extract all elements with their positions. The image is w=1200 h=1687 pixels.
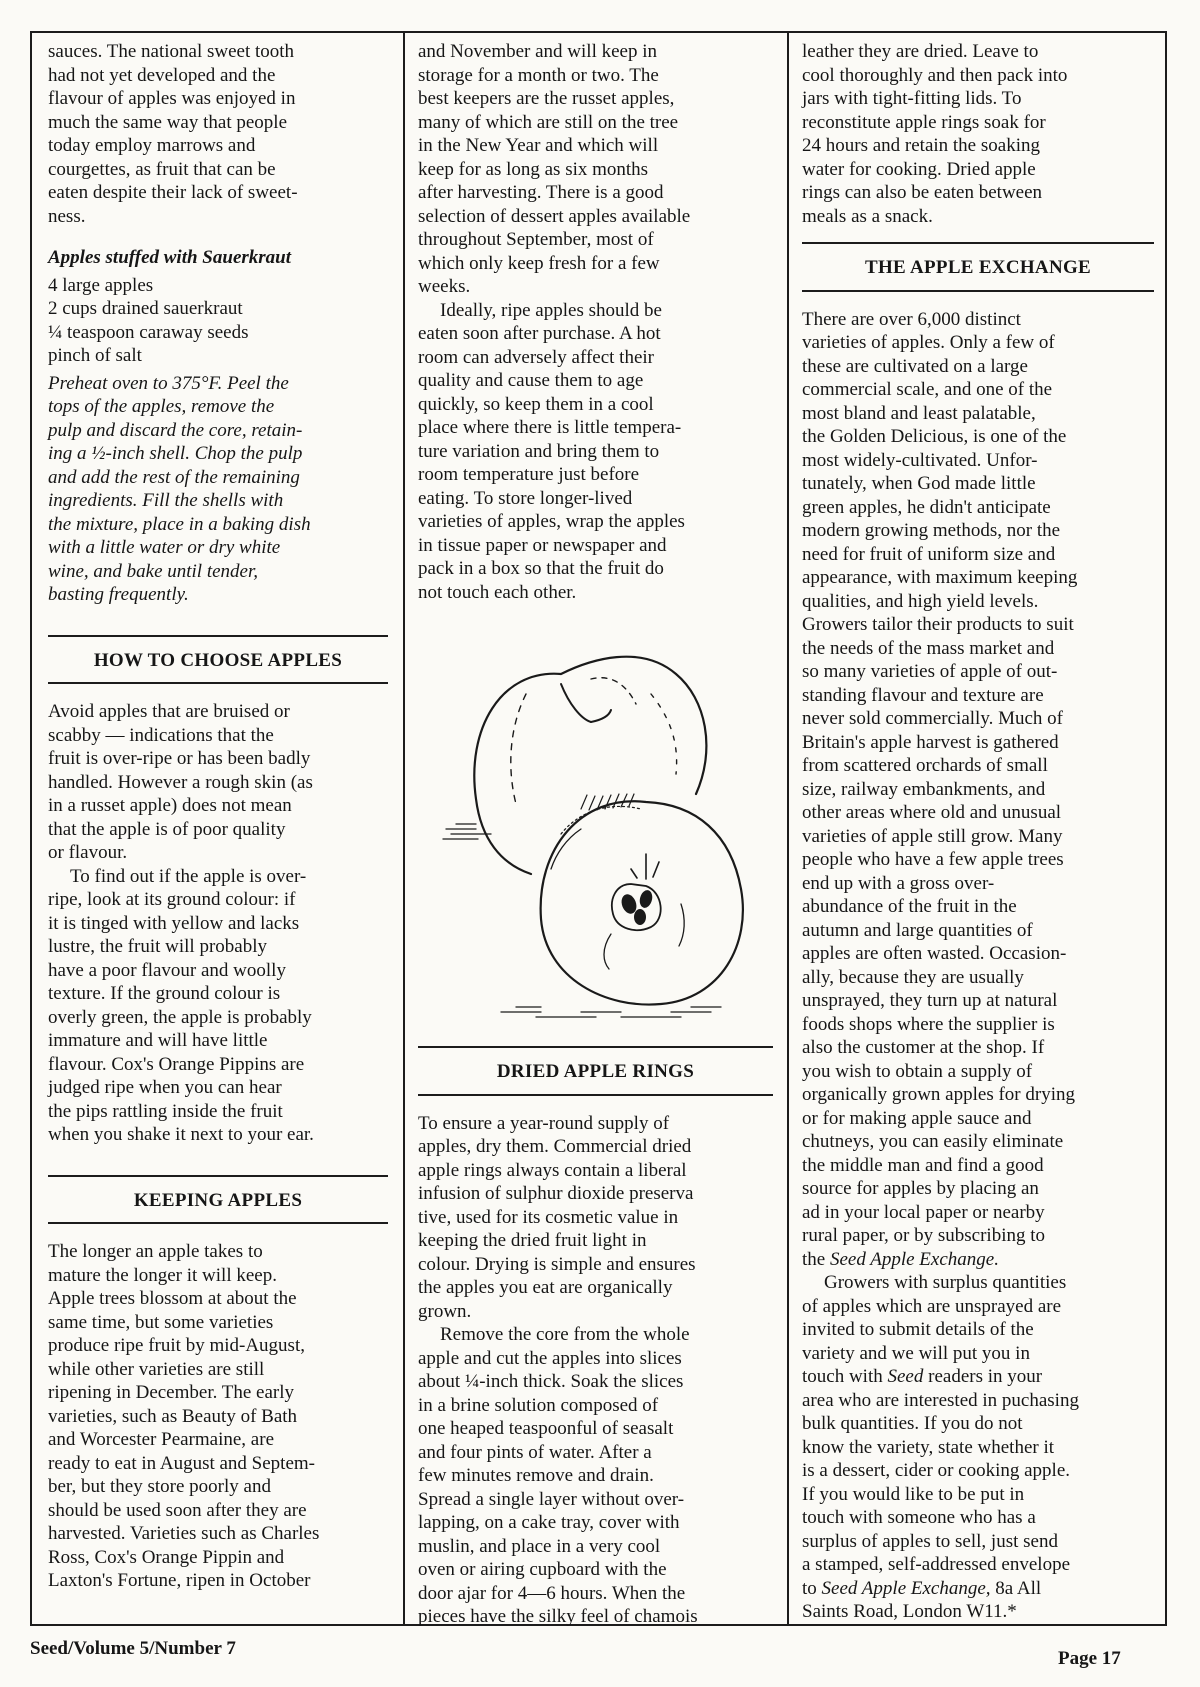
text-line: muslin, and place in a very cool xyxy=(418,1535,661,1557)
text-line: most bland and least palatable, xyxy=(802,402,1036,424)
text-line: ready to eat in August and Septem- xyxy=(48,1452,315,1474)
text-line: abundance of the fruit in the xyxy=(802,896,1017,917)
text-line: ripening in December. The early xyxy=(48,1382,295,1403)
text-line: know the variety, state whether it xyxy=(802,1436,1055,1458)
text-line: Ross, Cox's Orange Pippin and xyxy=(48,1546,285,1568)
ingredient-list xyxy=(48,274,388,368)
text-line: Britain's apple harvest is gathered xyxy=(802,731,1059,753)
text-line: the Golden Delicious, is one of the xyxy=(802,426,1067,447)
text-line: pack in a box so that the fruit do xyxy=(418,558,664,579)
text-line: should be used soon after they are xyxy=(48,1499,307,1521)
text-line: pieces have the silky feel of chamois xyxy=(418,1606,698,1627)
text-line: pinch of salt xyxy=(48,345,142,366)
text-line: ingredients. Fill the shells with xyxy=(48,490,284,511)
text-line: one heaped teaspoonful of seasalt xyxy=(418,1418,674,1439)
text-line: flavour. Cox's Orange Pippins are xyxy=(48,1053,305,1075)
text-line: apples are often wasted. Occasion- xyxy=(802,943,1067,964)
text-line: the middle man and find a good xyxy=(802,1154,1044,1176)
text-line: not touch each other. xyxy=(418,581,577,603)
text-line: pulp and discard the core, retain- xyxy=(48,419,303,441)
text-line: foods shops where the supplier is xyxy=(802,1013,1055,1035)
text-line: appearance, with maximum keeping xyxy=(802,567,1078,588)
text-line: keeping the dried fruit light in xyxy=(418,1230,647,1251)
heading-dried-apple-rings: DRIED APPLE RINGS xyxy=(418,1046,773,1096)
text-line: ad in your local paper or nearby xyxy=(802,1201,1045,1223)
text-line: same time, but some varieties xyxy=(48,1311,274,1333)
text-line: varieties, such as Beauty of Bath xyxy=(48,1405,298,1427)
growers-line: of apples which are unsprayed are xyxy=(802,1295,1062,1317)
text-line: need for fruit of uniform size and xyxy=(802,543,1056,565)
growers-line: variety and we will put you in xyxy=(802,1342,1030,1364)
text-line: varieties of apple still grow. Many xyxy=(802,825,1063,847)
dried-paragraph-1 xyxy=(418,1112,773,1324)
text-line: To find out if the apple is over- xyxy=(70,865,307,887)
address-line: Saints Road, London W11.* xyxy=(802,1601,1017,1622)
text-line: in tissue paper or newspaper and xyxy=(418,534,667,556)
text-line: unsprayed, they turn up at natural xyxy=(802,990,1058,1011)
heading-apple-exchange: THE APPLE EXCHANGE xyxy=(802,242,1154,292)
text-line: also the customer at the shop. If xyxy=(802,1037,1045,1058)
text-line: selection of dessert apples available xyxy=(418,205,691,227)
text-line: place where there is little tempera- xyxy=(418,417,682,438)
text-line: ber, but they store poorly and xyxy=(48,1476,271,1497)
text-line: overly green, the apple is probably xyxy=(48,1006,312,1028)
text-line: had not yet developed and the xyxy=(48,64,276,86)
text-line: eaten soon after purchase. A hot xyxy=(418,323,661,344)
text-line: Growers tailor their products to suit xyxy=(802,614,1074,635)
text-line: lustre, the fruit will probably xyxy=(48,936,267,957)
text-line: qualities, and high yield levels. xyxy=(802,590,1039,612)
text-line: after harvesting. There is a good xyxy=(418,182,664,203)
text-line: much the same way that people xyxy=(48,111,288,133)
text-line: most widely-cultivated. Unfor- xyxy=(802,449,1038,471)
text-line: leather they are dried. Leave to xyxy=(802,41,1039,62)
text-line: so many varieties of apple of out- xyxy=(802,661,1058,682)
text-line: To ensure a year-round supply of xyxy=(418,1112,670,1134)
text-line: quality and cause them to age xyxy=(418,370,644,391)
text-line: a stamped, self-addressed envelope xyxy=(802,1554,1071,1575)
text-line: 4 large apples xyxy=(48,274,154,296)
column-1 xyxy=(48,40,388,1593)
text-line: room can adversely affect their xyxy=(418,346,654,368)
text-line: 2 cups drained sauerkraut xyxy=(48,298,243,319)
text-line: eating. To store longer-lived xyxy=(418,487,633,509)
text-line: the apples you eat are organically xyxy=(418,1277,673,1298)
text-line: ally, because they are usually xyxy=(802,966,1024,988)
text-line: people who have a few apple trees xyxy=(802,849,1064,870)
column-rule-1 xyxy=(403,31,405,1626)
text-line: and add the rest of the remaining xyxy=(48,466,300,488)
text-line: apple rings always contain a liberal xyxy=(418,1159,687,1181)
text-line: it is tinged with yellow and lacks xyxy=(48,912,300,934)
text-line: ripe, look at its ground colour: if xyxy=(48,889,296,910)
text-line: reconstitute apple rings soak for xyxy=(802,111,1046,133)
text-line: mature the longer it will keep. xyxy=(48,1264,277,1286)
text-line: which only keep fresh for a few xyxy=(418,252,660,274)
text-line: texture. If the ground colour is xyxy=(48,983,281,1004)
text-line: chutneys, you can easily eliminate xyxy=(802,1131,1064,1152)
text-line: and four pints of water. After a xyxy=(418,1441,652,1463)
text-line: while other varieties are still xyxy=(48,1358,265,1380)
text-line: few minutes remove and drain. xyxy=(418,1465,654,1486)
text-line: in a russet apple) does not mean xyxy=(48,795,292,816)
text-line: with a little water or dry white xyxy=(48,537,281,558)
text-line: flavour of apples was enjoyed in xyxy=(48,88,296,109)
text-line: best keepers are the russet apples, xyxy=(418,88,675,109)
growers-line: Growers with surplus quantities xyxy=(824,1272,1067,1293)
text-line: lapping, on a cake tray, cover with xyxy=(418,1512,680,1533)
text-line: autumn and large quantities of xyxy=(802,919,1033,941)
heading-how-to-choose: HOW TO CHOOSE APPLES xyxy=(48,635,388,685)
column-rule-2 xyxy=(787,31,789,1626)
text-line: room temperature just before xyxy=(418,464,640,485)
text-line: tunately, when God made little xyxy=(802,473,1036,494)
text-line: Remove the core from the whole xyxy=(440,1324,690,1345)
text-line: apples, dry them. Commercial dried xyxy=(418,1136,692,1157)
footer-page-number: Page 17 xyxy=(1058,1648,1121,1669)
text-line: ness. xyxy=(48,205,86,227)
text-line: when you shake it next to your ear. xyxy=(48,1124,314,1145)
apple-seeds xyxy=(619,889,654,925)
text-line: commercial scale, and one of the xyxy=(802,379,1053,400)
text-line: end up with a gross over- xyxy=(802,872,995,894)
text-line: and November and will keep in xyxy=(418,41,658,62)
storage-paragraph xyxy=(418,40,773,299)
text-line: basting frequently. xyxy=(48,584,189,605)
column-3 xyxy=(802,40,1154,1624)
text-line: infusion of sulphur dioxide preserva xyxy=(418,1183,694,1204)
text-line: Preheat oven to 375°F. Peel the xyxy=(48,372,289,394)
text-line: in a brine solution composed of xyxy=(418,1394,659,1416)
text-line: ture variation and bring them to xyxy=(418,440,660,462)
text-line: handled. However a rough skin (as xyxy=(48,771,313,793)
text-line: ing a ½-inch shell. Chop the pulp xyxy=(48,443,303,464)
text-line: that the apple is of poor quality xyxy=(48,818,286,840)
text-line: have a poor flavour and woolly xyxy=(48,959,286,981)
text-line: never sold commercially. Much of xyxy=(802,708,1063,729)
text-line: If you would like to be put in xyxy=(802,1483,1025,1505)
text-line: these are cultivated on a large xyxy=(802,355,1028,377)
choose-paragraph-2 xyxy=(48,865,388,1147)
dried-paragraph-2 xyxy=(418,1323,773,1629)
column-2 xyxy=(418,40,773,1629)
growers-line: invited to submit details of the xyxy=(802,1319,1034,1340)
text-line: sauces. The national sweet tooth xyxy=(48,41,295,62)
text-line: water for cooking. Dried apple xyxy=(802,158,1036,180)
text-line: many of which are still on the tree xyxy=(418,111,679,133)
text-line: Apple trees blossom at about the xyxy=(48,1288,297,1309)
text-line: grown. xyxy=(418,1300,472,1322)
text-line: tive, used for its cosmetic value in xyxy=(418,1206,679,1228)
exchange-last-line: the Seed Apple Exchange. xyxy=(802,1248,999,1270)
text-line: Avoid apples that are bruised or xyxy=(48,701,290,722)
text-line: apple and cut the apples into slices xyxy=(418,1347,682,1369)
text-line: area who are interested in puchasing xyxy=(802,1389,1079,1411)
text-line: standing flavour and texture are xyxy=(802,684,1044,706)
text-line: keep for as long as six months xyxy=(418,158,649,180)
text-line: Ideally, ripe apples should be xyxy=(440,299,662,321)
text-line: ¼ teaspoon caraway seeds xyxy=(48,321,249,343)
text-line: There are over 6,000 distinct xyxy=(802,308,1021,330)
exchange-paragraph xyxy=(802,308,1154,1248)
text-line: bulk quantities. If you do not xyxy=(802,1413,1023,1434)
text-line: size, railway embankments, and xyxy=(802,778,1046,800)
text-line: immature and will have little xyxy=(48,1030,268,1051)
text-line: the pips rattling inside the fruit xyxy=(48,1100,283,1122)
text-line: meals as a snack. xyxy=(802,205,933,227)
text-line: you wish to obtain a supply of xyxy=(802,1060,1033,1082)
text-line: varieties of apples, wrap the apples xyxy=(418,511,685,532)
text-line: produce ripe fruit by mid-August, xyxy=(48,1335,305,1356)
growers-paragraph xyxy=(802,1389,1154,1577)
text-line: source for apples by placing an xyxy=(802,1178,1039,1199)
text-line: judged ripe when you can hear xyxy=(48,1077,282,1098)
text-line: or flavour. xyxy=(48,842,128,863)
text-line: throughout September, most of xyxy=(418,229,654,250)
text-line: the needs of the mass market and xyxy=(802,637,1055,659)
choose-paragraph-1 xyxy=(48,700,388,865)
text-line: or for making apple sauce and xyxy=(802,1107,1032,1129)
ideally-paragraph xyxy=(418,299,773,605)
text-line: in the New Year and which will xyxy=(418,135,659,156)
text-line: 24 hours and retain the soaking xyxy=(802,135,1040,156)
whole-apple-outline xyxy=(474,657,706,874)
text-line: Spread a single layer without over- xyxy=(418,1488,685,1510)
growers-line: touch with Seed readers in your xyxy=(802,1366,1043,1387)
text-line: modern growing methods, nor the xyxy=(802,520,1061,541)
text-line: jars with tight-fitting lids. To xyxy=(802,88,1022,109)
keeping-paragraph xyxy=(48,1240,388,1593)
text-line: door ajar for 4—6 hours. When the xyxy=(418,1582,686,1604)
text-line: from scattered orchards of small xyxy=(802,755,1048,776)
intro-paragraph xyxy=(48,40,388,228)
footer-issue: Seed/Volume 5/Number 7 xyxy=(30,1638,236,1659)
text-line: scabby — indications that the xyxy=(48,724,274,746)
text-line: eaten despite their lack of sweet- xyxy=(48,182,298,203)
text-line: wine, and bake until tender, xyxy=(48,560,259,582)
recipe-title: Apples stuffed with Sauerkraut xyxy=(48,247,292,268)
text-line: fruit is over-ripe or has been badly xyxy=(48,748,311,769)
apple-illustration xyxy=(441,634,751,1024)
text-line: cool thoroughly and then pack into xyxy=(802,64,1068,86)
text-line: harvested. Varieties such as Charles xyxy=(48,1523,320,1544)
text-line: is a dessert, cider or cooking apple. xyxy=(802,1460,1071,1481)
text-line: courgettes, as fruit that can be xyxy=(48,158,276,180)
text-line: today employ marrows and xyxy=(48,135,256,156)
text-line: storage for a month or two. The xyxy=(418,64,659,86)
text-line: rural paper, or by subscribing to xyxy=(802,1225,1046,1246)
heading-keeping-apples: KEEPING APPLES xyxy=(48,1175,388,1225)
text-line: tops of the apples, remove the xyxy=(48,396,275,417)
text-line: about ¼-inch thick. Soak the slices xyxy=(418,1371,684,1392)
text-line: the mixture, place in a baking dish xyxy=(48,513,311,535)
text-line: quickly, so keep them in a cool xyxy=(418,393,654,415)
recipe-method xyxy=(48,372,388,607)
text-line: weeks. xyxy=(418,276,471,297)
text-line: colour. Drying is simple and ensures xyxy=(418,1253,696,1275)
text-line: organically grown apples for drying xyxy=(802,1084,1075,1105)
text-line: Laxton's Fortune, ripen in October xyxy=(48,1570,311,1591)
stem xyxy=(561,684,591,722)
text-line: touch with someone who has a xyxy=(802,1507,1036,1528)
text-line: surplus of apples to sell, just send xyxy=(802,1530,1058,1552)
text-line: oven or airing cupboard with the xyxy=(418,1559,667,1580)
text-line: and Worcester Pearmaine, are xyxy=(48,1429,275,1450)
text-line: The longer an apple takes to xyxy=(48,1241,263,1262)
text-line: rings can also be eaten between xyxy=(802,182,1043,203)
address-line: to Seed Apple Exchange, 8a All xyxy=(802,1577,1042,1599)
dried-continued-paragraph xyxy=(802,40,1154,228)
text-line: other areas where old and unusual xyxy=(802,802,1062,823)
text-line: green apples, he didn't anticipate xyxy=(802,496,1051,518)
text-line: varieties of apples. Only a few of xyxy=(802,332,1055,353)
